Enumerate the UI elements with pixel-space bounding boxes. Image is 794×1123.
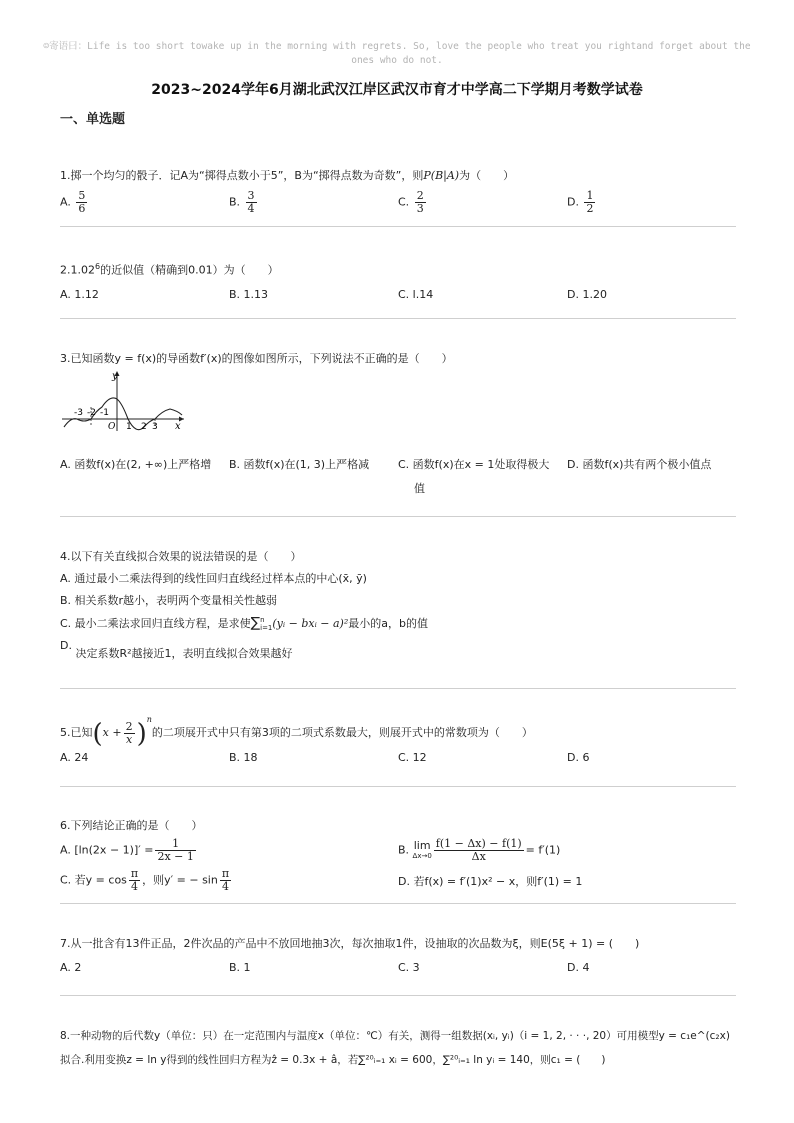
question-1 [60,168,736,218]
sum-upper: n [260,616,265,624]
question-7 [60,936,736,980]
numerator: 1 [155,838,195,851]
q4-c-text: 最小的a，b的值 [348,617,428,630]
question-6 [60,818,736,896]
q5-stem-part: 5.已知 [60,726,93,739]
divider [60,903,736,904]
q5-expr: x + [102,726,122,739]
q6-a-text: A. [ln(2x − 1)]′ = [60,843,154,857]
question-8 [60,1028,736,1068]
q5-option-a[interactable]: A. 24 [60,750,89,764]
question-5 [60,712,736,770]
numerator: 5 [78,189,86,202]
q3-option-c-line1: C. 函数f(x)在x = 1处取得极大 [398,458,550,471]
q3-option-c-line2: 值 [414,482,425,495]
q2-option-a[interactable]: A. 1.12 [60,287,99,301]
q7-option-b[interactable]: B. 1 [229,961,251,974]
q7-option-d[interactable]: D. 4 [567,961,590,974]
q6-b-text: = f′(1) [525,843,561,857]
numerator: 1 [586,189,594,202]
lim-subscript: Δx→0 [412,851,432,860]
question-2-stem [60,259,736,279]
denominator: 4 [131,880,139,893]
x-label: x [175,421,181,432]
q6-option-c[interactable] [60,868,233,893]
lim-text: lim [413,838,431,852]
q2-option-b[interactable]: B. 1.13 [229,287,269,301]
option-label: A. [60,195,71,209]
denominator: x [125,732,133,746]
q7-option-c[interactable]: C. 3 [398,961,420,974]
numerator: 3 [247,189,255,202]
divider [60,786,736,787]
option-label: B. [398,843,410,857]
exponent: n [146,715,152,724]
numerator: π [130,867,139,880]
right-paren: ) [136,719,147,749]
q3-option-a[interactable]: A. 函数f(x)在(2, +∞)上严格增 [60,458,212,471]
q4-option-b[interactable]: B. 相关系数r越小，表明两个变量相关性越弱 [60,594,278,607]
option-label: B. [229,195,241,209]
q5-option-b[interactable]: B. 18 [229,750,258,764]
q4-option-a[interactable]: A. 通过最小二乘法得到的线性回归直线经过样本点的中心(x̄, ȳ) [60,572,367,585]
q4-option-d[interactable] [60,638,736,662]
option-label: C. [398,195,410,209]
q4-c-text: C. 最小二乘法求回归直线方程，是求使 [60,617,251,630]
q7-option-a[interactable]: A. 2 [60,961,82,974]
question-4 [60,549,736,662]
sum-symbol: ∑ [250,615,261,631]
q3-option-c[interactable] [398,457,549,497]
q3-option-d[interactable]: D. 函数f(x)共有两个极小值点 [567,458,712,471]
question-7-stem: 7.从一批含有13件正品，2件次品的产品中不放回地抽3次，每次抽取1件，设抽取的次品数为ξ，则E(5ξ + 1) = ( ) [60,937,640,950]
question-3-stem: 3.已知函数y = f(x)的导函数f′(x)的图像如图所示，下列说法不正确的是（ ） [60,352,453,365]
q2-stem-part: 的近似值（精确到0.01）为（ ） [100,263,279,277]
denominator: 6 [78,202,86,215]
q1-stem-part: A为“掷得点数小于5”， [180,169,295,182]
q1-option-b[interactable] [229,190,259,215]
option-label: D. [60,639,72,652]
divider [60,995,736,996]
q1-stem-math: P(B|A) [423,169,460,182]
q1-option-c[interactable] [398,190,428,215]
question-3 [60,351,736,367]
q2-exponent: 6 [95,262,101,271]
q5-option-d[interactable]: D. 6 [567,750,590,764]
tick-label: -1 [100,408,109,418]
origin-label: O [108,422,116,432]
watermark: ☺寄语曰：Life is too short towake up in the morning with regrets. So, love the people who treat you rightand forget about the ones who do not. [43,41,751,66]
q1-option-a[interactable] [60,190,89,215]
q1-stem-part: 为（ ） [459,169,515,182]
numerator: 2 [125,719,133,733]
page-title: 2023~2024学年6月湖北武汉江岸区武汉市育才中学高二下学期月考数学试卷 [151,82,643,98]
q2-option-c[interactable]: C. l.14 [398,287,434,301]
divider [60,688,736,689]
denominator: 3 [416,202,424,215]
question-5-stem [60,712,736,749]
tick-label: -3 [74,408,83,418]
left-paren: ( [92,719,103,749]
q5-stem-part: 的二项展开式中只有第3项的二项式系数最大，则展开式中的常数项为（ ） [151,726,533,739]
q6-option-b[interactable] [398,838,560,863]
q3-option-b[interactable]: B. 函数f(x)在(1, 3)上严格减 [229,458,370,471]
q2-option-d[interactable]: D. 1.20 [567,287,607,301]
numerator: π [221,867,230,880]
q4-c-math: (yᵢ − bxᵢ − a)² [272,617,349,630]
q1-option-d[interactable] [567,190,597,215]
question-2 [60,259,736,307]
question-6-stem: 6.下列结论正确的是（ ） [60,819,203,832]
numerator: f(1 − Δx) − f(1) [435,837,522,850]
denominator: Δx [471,850,486,863]
divider [60,226,736,227]
question-8-line1: 8.一种动物的后代数y（单位：只）在一定范围内与温度x（单位：℃）有关，测得一组数据(xᵢ, yᵢ)（i = 1, 2, · · ·, 20）可用模型y = c₁e^(c₂x) [60,1030,730,1042]
denominator: 2 [586,202,594,215]
q6-c-text: ，则y′ = − sin [142,873,218,887]
denominator: 2x − 1 [157,850,194,863]
tick-label: -2 [87,408,96,418]
question-3-options [60,457,736,497]
question-8-line2: 拟合.利用变换z = ln y得到的线性回归方程为ẑ = 0.3x + â，若∑²⁰ᵢ₌₁ xᵢ = 600，∑²⁰ᵢ₌₁ ln yᵢ = 140，则c₁ = ( ) [60,1054,606,1066]
q6-option-a[interactable] [60,838,198,863]
sum-lower: i=1 [260,624,273,632]
q5-option-c[interactable]: C. 12 [398,750,427,764]
denominator: 4 [247,202,255,215]
derivative-graph [58,367,188,433]
divider [60,318,736,319]
numerator: 2 [416,189,424,202]
question-4-stem: 4.以下有关直线拟合效果的说法错误的是（ ） [60,550,302,563]
section-heading: 一、单选题 [60,112,126,127]
option-label: D. [567,195,579,209]
tick-label: 1 [126,422,132,432]
denominator: 4 [221,880,229,893]
y-label: y [112,371,118,382]
divider [60,516,736,517]
q4-option-c[interactable] [60,615,736,632]
q2-stem-part: 2.1.02 [60,263,95,277]
tick-label: 3 [152,422,158,432]
q6-c-text: C. 若y = cos [60,873,127,887]
q1-stem-part: B为“掷得点数为奇数”，则 [294,169,424,182]
q1-stem-part: 1.掷一个均匀的骰子．记 [60,169,181,182]
q6-option-d[interactable]: D. 若f(x) = f′(1)x² − x，则f′(1) = 1 [398,875,583,888]
q4-d-text: 决定系数R²越接近1，表明直线拟合效果越好 [75,647,293,660]
tick-label: 2 [141,422,147,432]
question-1-stem [60,168,736,184]
